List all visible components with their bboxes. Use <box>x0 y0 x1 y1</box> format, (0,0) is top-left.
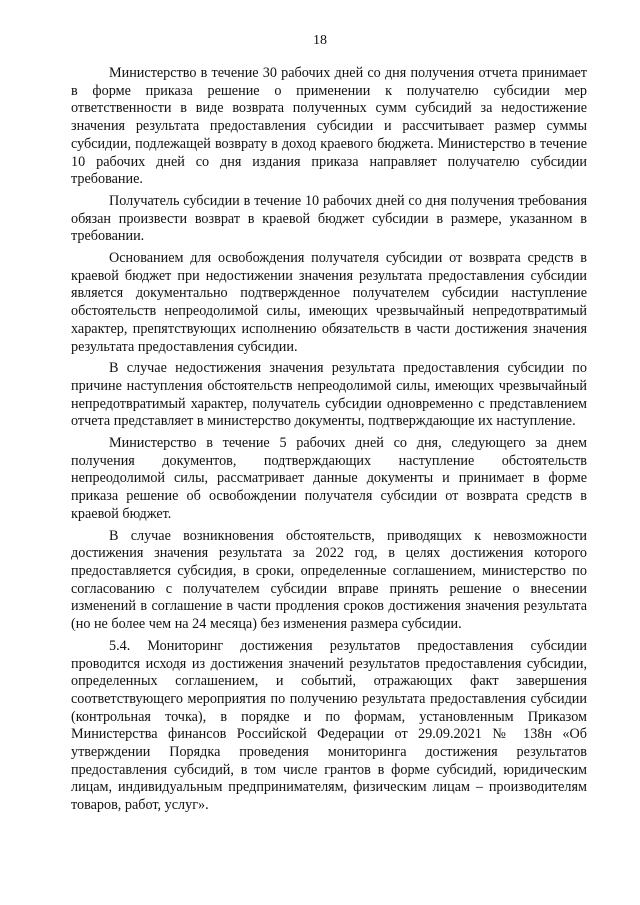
paragraph-force-majeure-documents: В случае недостижения значения результата предоставления субсидии по причине наступления обстоятельств непреодолимой силы, имеющих чрезвычайный непредотвратимый характер, получатель субсидии одновременно с представлением отчета представляет в министерство документы, подтверждающие их наступление. <box>71 360 587 430</box>
paragraph-ministry-review: Министерство в течение 5 рабочих дней со дня, следующего за днем получения документов, подтверждающих наступление обстоятельств непреодолимой силы, рассматривает данные документы и принимает в форме приказа решение об освобождении получателя субсидии от возврата средств в краевой бюджет. <box>71 435 587 522</box>
paragraph-refund-requirement: Получатель субсидии в течение 10 рабочих дней со дня получения требования обязан произвести возврат в краевой бюджет субсидии в размере, указанном в требовании. <box>71 192 587 245</box>
paragraph-exemption-basis: Основанием для освобождения получателя субсидии от возврата средств в краевой бюджет при недостижении значения результата предоставления субсидии является документально подтвержденное получателем субсидии наступление обстоятельств непреодолимой силы, имеющих чрезвычайный непредотвратимый характер, препятствующих исполнению обязательств в части достижения значения результата предоставления субсидии. <box>71 250 587 355</box>
paragraph-deadline-extension: В случае возникновения обстоятельств, приводящих к невозможности достижения значения результата за 2022 год, в целях достижения которого предоставляется субсидия, в сроки, определенные соглашением, министерство по согласованию с получателем субсидии вправе принять решение о внесении изменений в соглашение в части продления сроков достижения значения результата (но не более чем на 24 месяца) без изменения размера субсидии. <box>71 527 587 633</box>
page-number: 18 <box>313 33 327 48</box>
document-body <box>71 65 587 819</box>
paragraph-report-decision: Министерство в течение 30 рабочих дней со дня получения отчета принимает в форме приказа решение о применении к получателю субсидии мер ответственности в виде возврата полученных сумм субсидий за недостижение значения результата предоставления субсидии и рассчитывает размер суммы субсидии, подлежащей возврату в доход краевого бюджета. Министерство в течение 10 рабочих дней со дня издания приказа направляет получателю субсидии требование. <box>71 65 587 188</box>
paragraph-monitoring: 5.4. Мониторинг достижения результатов предоставления субсидии проводится исходя из достижения значений результатов предоставления субсидии, определенных соглашением, и событий, отражающих факт завершения соответствующего мероприятия по получению результата предоставления субсидии (контрольная точка), в порядке и по формам, установленным Приказом Министерства финансов Российской Федерации от 29.09.2021 № 138н «Об утверждении Порядка проведения мониторинга достижения результатов предоставления субсидий, в том числе грантов в форме субсидий, юридическим лицам, индивидуальным предпринимателям, физическим лицам – производителям товаров, работ, услуг». <box>71 637 587 814</box>
